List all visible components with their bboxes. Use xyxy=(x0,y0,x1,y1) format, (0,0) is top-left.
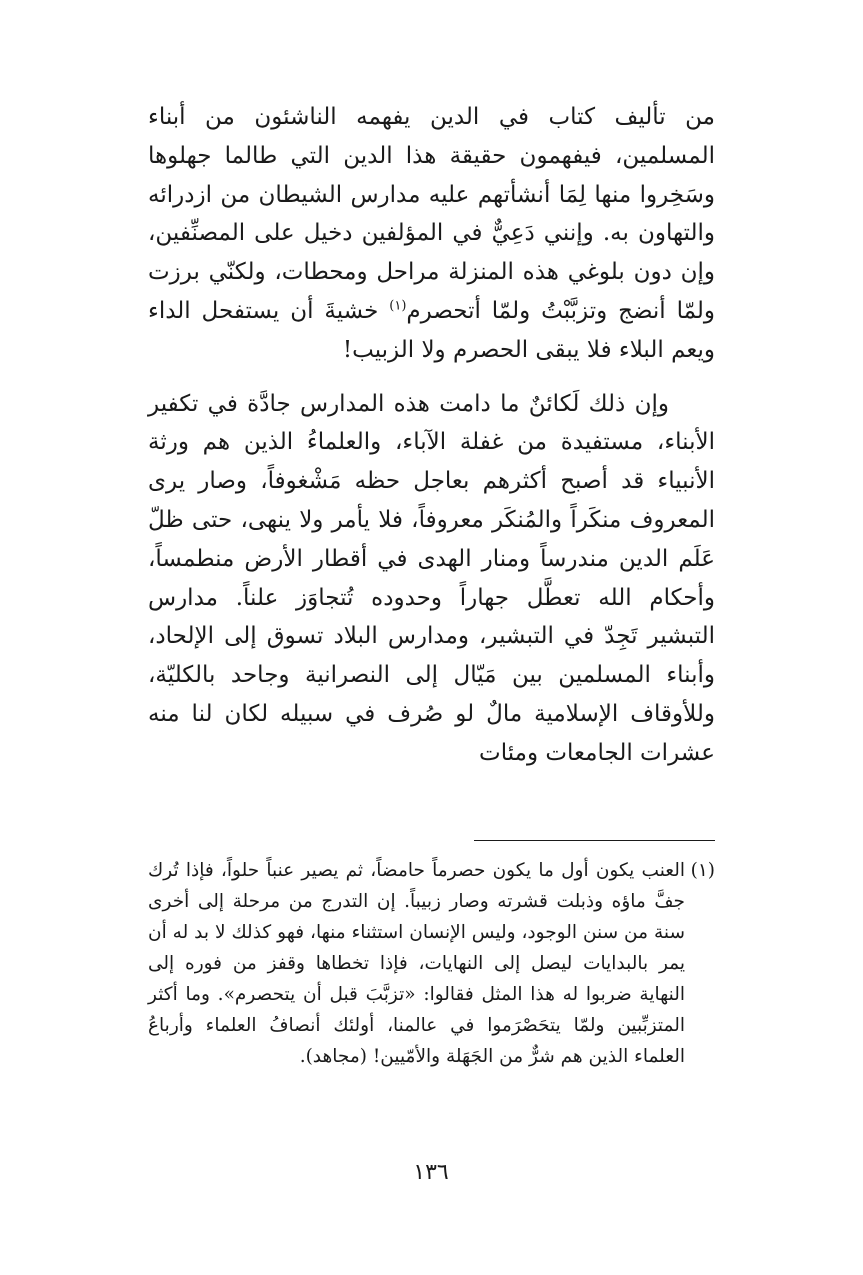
footnote-separator xyxy=(474,840,715,841)
footnote-number: (١) xyxy=(690,860,715,881)
paragraph-1-text: من تأليف كتاب في الدين يفهمه الناشئون من أبناء المسلمين، فيفهمون حقيقة هذا الدين التي طالما جهلوها وسَخِروا منها لِمَا أنشأتهم عليه مدارس الشيطان من ازدرائه والتهاون به. وإنني دَعِيٌّ في المؤلفين دخيل على المصنِّفين، وإن دون بلوغي هذه المنزلة مراحل ومحطات، ولكنّي برزت ولمّا أنضج وتزبَّبْتُ ولمّا أتحصرم xyxy=(148,104,716,324)
main-text xyxy=(148,98,715,773)
paragraph-1 xyxy=(148,98,715,370)
footnote-text: العنب يكون أول ما يكون حصرماً حامضاً، ثم يصير عنباً حلواً، فإذا تُرك جفَّ ماؤه وذبلت قشرته وصار زبيباً. إن التدرج من مرحلة إلى أخرى سنة من سنن الوجود، وليس الإنسان استثناء منها، فهو كذلك لا بد له أن يمر بالبدايات ليصل إلى النهايات، فإذا تخطاها وقفز من فوره إلى النهاية ضربوا له هذا المثل فقالوا: «تزبَّبَ قبل أن يتحصرم». وما أكثر المتزبِّبين ولمّا يتحَصْرَموا في عالمنا، أولئك أنصافُ العلماء وأرباعُ العلماء الذين هم شرٌّ من الجَهَلة والأمّيين! (مجاهد). xyxy=(148,860,685,1067)
paragraph-2: وإن ذلك لَكائنٌ ما دامت هذه المدارس جادَّة في تكفير الأبناء، مستفيدة من غفلة الآباء، والعلماءُ الذين هم ورثة الأنبياء قد أصبح أكثرهم بعاجل حظه مَشْغوفاً، وصار يرى المعروف منكَراً والمُنكَر معروفاً، فلا يأمر ولا ينهى، حتى ظلّ عَلَم الدين مندرساً ومنار الهدى في أقطار الأرض منطمساً، وأحكام الله تعطَّل جهاراً وحدوده تُتجاوَز علناً. مدارس التبشير تَجِدّ في التبشير، ومدارس البلاد تسوق إلى الإلحاد، وأبناء المسلمين بين مَيّال إلى النصرانية وجاحد بالكليّة، وللأوقاف الإسلامية مالٌ لو صُرف في سبيله لكان لنا منه عشرات الجامعات ومئات xyxy=(148,390,715,766)
footnote-reference[interactable]: (١) xyxy=(389,298,407,314)
page-number: ١٣٦ xyxy=(413,1160,449,1185)
footnotes-section xyxy=(148,855,715,1072)
paragraph-1-continuation: خشيةَ أن يستفحل الداء ويعم البلاء فلا يبقى الحصرم ولا الزبيب! xyxy=(148,297,715,363)
footnote-1 xyxy=(148,855,715,1072)
